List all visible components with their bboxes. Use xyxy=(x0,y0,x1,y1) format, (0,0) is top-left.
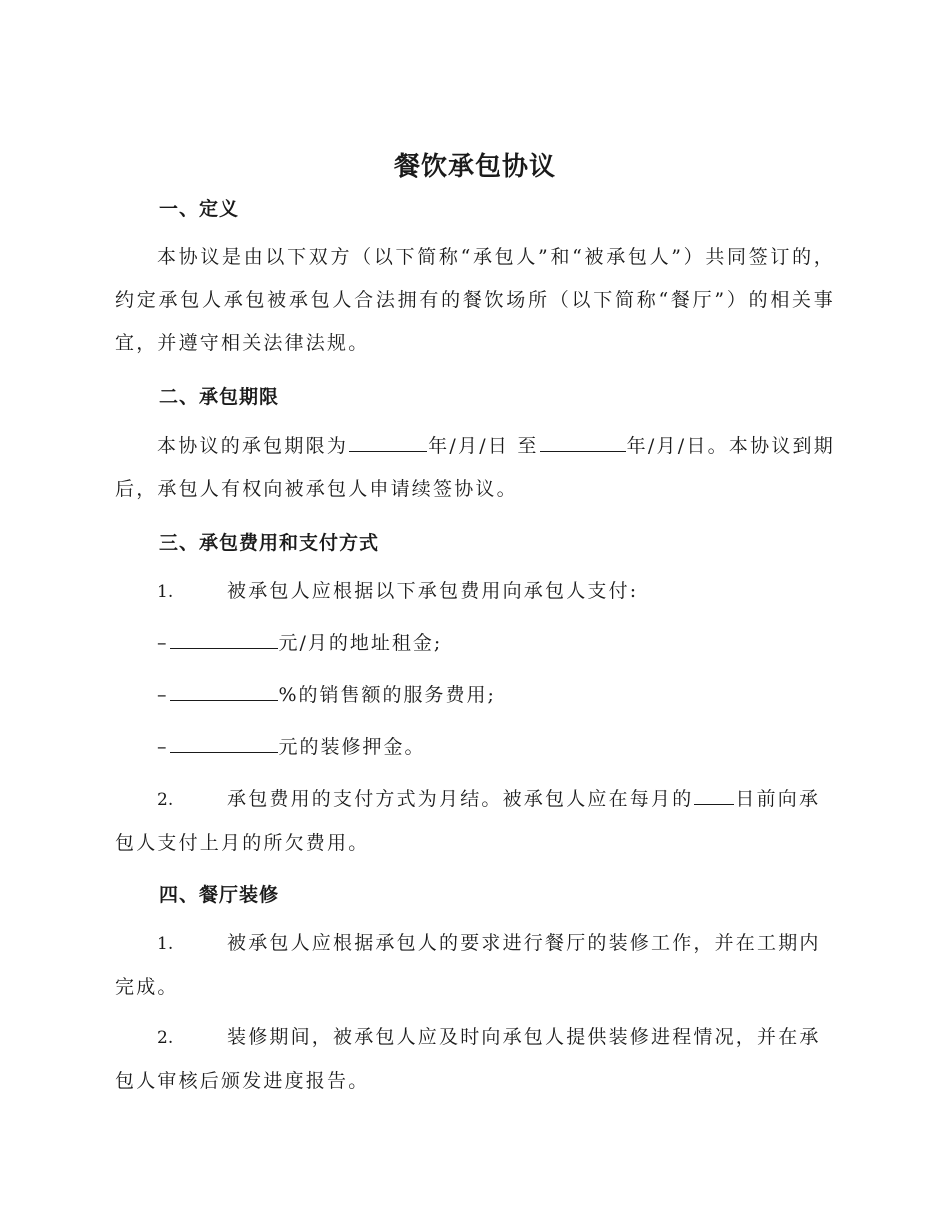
item-text-2: 日前向承包人支付上月的所欠费用。 xyxy=(115,788,821,854)
item-number: 1. xyxy=(157,934,174,954)
fee-deposit-line xyxy=(157,726,426,769)
item-text-1: 承包费用的支付方式为月结。被承包人应在每月的 xyxy=(227,788,694,810)
section-term-body xyxy=(115,425,835,511)
fee-service-text: %的销售额的服务费用; xyxy=(278,684,496,706)
dash-prefix: – xyxy=(157,632,169,654)
term-text-3: 年/月/日。本协议到期后，承包人有权向被承包人申请续签协议。 xyxy=(115,435,835,500)
dash-prefix: – xyxy=(157,684,169,706)
fee-rent-text: 元/月的地址租金; xyxy=(278,632,443,654)
renovation-item-2 xyxy=(115,1016,835,1103)
end-date-blank xyxy=(540,433,626,452)
section-heading-fees: 三、承包费用和支付方式 xyxy=(159,532,380,554)
start-date-blank xyxy=(349,433,427,452)
section-heading-term: 二、承包期限 xyxy=(159,386,280,408)
item-text: 被承包人应根据承包人的要求进行餐厅的装修工作，并在工期内完成。 xyxy=(115,932,821,998)
item-number: 2. xyxy=(157,1028,174,1048)
item-number: 1. xyxy=(157,582,174,602)
item-text: 被承包人应根据以下承包费用向承包人支付: xyxy=(227,580,639,602)
item-text: 装修期间，被承包人应及时向承包人提供装修进程情况，并在承包人审核后颁发进度报告。 xyxy=(115,1026,821,1092)
fees-item-2 xyxy=(115,778,835,865)
fee-deposit-text: 元的装修押金。 xyxy=(278,736,426,758)
service-percent-blank xyxy=(170,682,278,701)
document-title: 餐饮承包协议 xyxy=(393,152,556,182)
section-heading-renovation: 四、餐厅装修 xyxy=(159,884,280,906)
section-heading-definition: 一、定义 xyxy=(159,198,240,220)
deposit-amount-blank xyxy=(170,734,278,753)
renovation-item-1 xyxy=(115,922,835,1009)
payment-day-blank xyxy=(694,786,734,805)
section-definition-body: 本协议是由以下双方（以下简称“承包人”和“被承包人”）共同签订的，约定承包人承包被承包人合法拥有的餐饮场所（以下简称“餐厅”）的相关事宜，并遵守相关法律法规。 xyxy=(115,246,835,354)
term-text-1: 本协议的承包期限为 xyxy=(157,435,349,457)
rent-amount-blank xyxy=(170,630,278,649)
item-number: 2. xyxy=(157,790,174,810)
fee-rent-line xyxy=(157,622,442,665)
dash-prefix: – xyxy=(157,736,169,758)
fee-service-line xyxy=(157,674,496,717)
term-text-2: 年/月/日 至 xyxy=(428,435,539,457)
fees-item-1 xyxy=(115,570,835,614)
